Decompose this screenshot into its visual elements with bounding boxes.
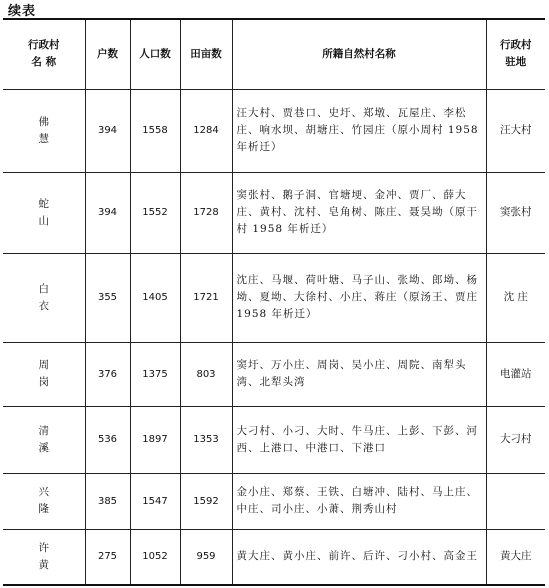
table-row — [3, 89, 545, 172]
farmland-value: 959 — [180, 529, 232, 585]
households-value: 536 — [85, 406, 130, 473]
village-seat: 窦张村 — [486, 172, 545, 253]
table-row — [3, 529, 545, 585]
village-name: 蛇 山 — [3, 172, 85, 253]
header-seat-line1: 行政村 — [500, 39, 532, 52]
natural-villages-list: 汪大村、贾巷口、史圩、郑墩、瓦屋庄、李松庄、响水坝、胡塘庄、竹园庄（原小周村 1958 年析迁） — [232, 89, 486, 172]
header-admin-village-line2: 名 称 — [31, 56, 57, 69]
natural-villages-list: 金小庄、郑蔡、王铁、白塘冲、陆村、马上庄、中庄、司小庄、小萧、荆秀山村 — [232, 473, 486, 529]
village-name: 佛 慧 — [3, 89, 85, 172]
header-admin-village-line1: 行政村 — [28, 39, 60, 52]
village-name: 周 岗 — [3, 342, 85, 406]
population-value: 1405 — [130, 253, 180, 342]
header-population: 人口数 — [130, 19, 180, 89]
farmland-value: 1284 — [180, 89, 232, 172]
table-row — [3, 473, 545, 529]
population-value: 1547 — [130, 473, 180, 529]
population-value: 1375 — [130, 342, 180, 406]
population-value: 1558 — [130, 89, 180, 172]
population-value: 1052 — [130, 529, 180, 585]
farmland-value: 1721 — [180, 253, 232, 342]
population-value: 1552 — [130, 172, 180, 253]
village-name: 清 溪 — [3, 406, 85, 473]
header-admin-village — [3, 19, 85, 89]
table-caption: 续表 — [8, 4, 37, 19]
households-value: 355 — [85, 253, 130, 342]
admin-village-table — [3, 18, 545, 586]
natural-villages-list: 黄大庄、黄小庄、前许、后许、刁小村、高金王 — [232, 529, 486, 585]
village-name: 许 黄 — [3, 529, 85, 585]
households-value: 385 — [85, 473, 130, 529]
households-value: 275 — [85, 529, 130, 585]
farmland-value: 1728 — [180, 172, 232, 253]
header-seat-line2: 驻地 — [505, 56, 527, 69]
natural-villages-list: 大刁村、小刁、大时、牛马庄、上彭、下彭、河西、上港口、中港口、下港口 — [232, 406, 486, 473]
natural-villages-list: 窦圩、万小庄、周岗、吴小庄、周院、南犁头湾、北犁头湾 — [232, 342, 486, 406]
header-natural-villages: 所籍自然村名称 — [232, 19, 486, 89]
village-seat: 汪大村 — [486, 89, 545, 172]
header-row — [3, 19, 545, 89]
population-value: 1897 — [130, 406, 180, 473]
village-seat: 黄大庄 — [486, 529, 545, 585]
farmland-value: 1592 — [180, 473, 232, 529]
farmland-value: 803 — [180, 342, 232, 406]
households-value: 394 — [85, 172, 130, 253]
header-households: 户数 — [85, 19, 130, 89]
table-row — [3, 406, 545, 473]
village-seat: 沈 庄 — [486, 253, 545, 342]
table-row — [3, 172, 545, 253]
village-seat: 大刁村 — [486, 406, 545, 473]
village-seat — [486, 473, 545, 529]
village-seat: 电灌站 — [486, 342, 545, 406]
table-row — [3, 253, 545, 342]
table-row — [3, 342, 545, 406]
village-name: 白 衣 — [3, 253, 85, 342]
village-name: 兴 隆 — [3, 473, 85, 529]
households-value: 394 — [85, 89, 130, 172]
header-farmland: 田亩数 — [180, 19, 232, 89]
farmland-value: 1353 — [180, 406, 232, 473]
natural-villages-list: 窦张村、鹅子洞、官塘埂、金冲、贾厂、薛大庄、黄村、沈村、皂角树、陈庄、聂昊坳（原干村 1958 年析迁） — [232, 172, 486, 253]
natural-villages-list: 沈庄、马堰、荷叶塘、马子山、张坳、郎坳、杨坳、夏坳、大徐村、小庄、蒋庄（原汤王、贾庄 1958 年析迁） — [232, 253, 486, 342]
households-value: 376 — [85, 342, 130, 406]
header-seat — [486, 19, 545, 89]
